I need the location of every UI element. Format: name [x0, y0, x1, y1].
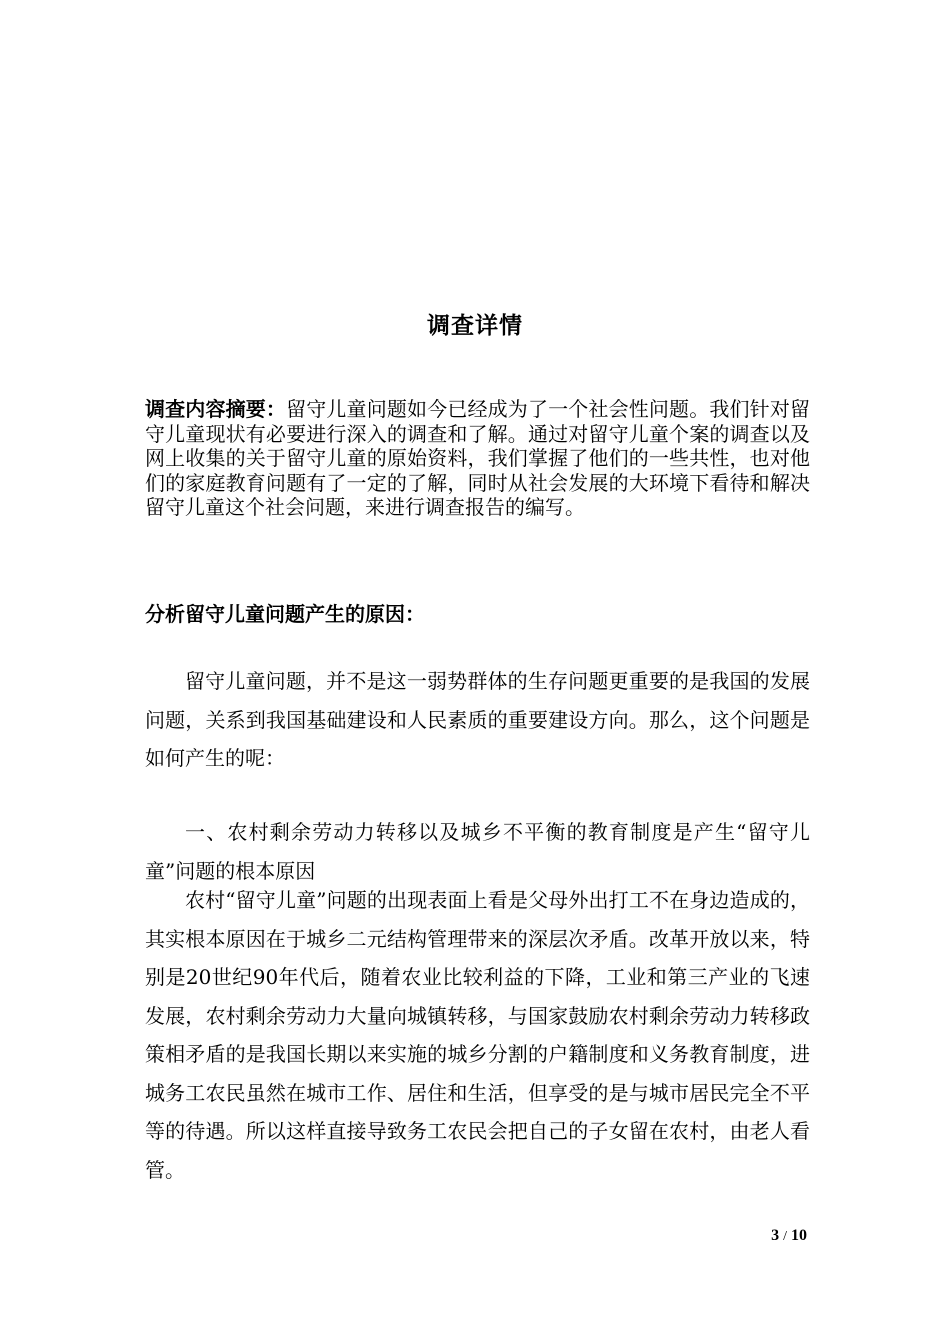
intro-paragraph: 留守儿童问题，并不是这一弱势群体的生存问题更重要的是我国的发展问题，关系到我国基础建设和人民素质的重要建设方向。那么，这个问题是如何产生的呢： — [145, 669, 810, 770]
page-current: 3 — [771, 1227, 780, 1244]
point-one-body: 农村“留守儿童”问题的出现表面上看是父母外出打工不在身边造成的，其实根本原因在于城乡二元结构管理带来的深层次矛盾。改革开放以来，特别是20世纪90年代后，随着农业比较利益的下降，工业和第三产业的飞速发展，农村剩余劳动力大量向城镇转移，与国家鼓励农村剩余劳动力转移政策相矛盾的是我国长期以来实施的城乡分割的户籍制度和义务教育制度，进城务工农民虽然在城市工作、居住和生活，但享受的是与城市居民完全不平等的待遇。所以这样直接导致务工农民会把自己的子女留在农村，由老人看管。 — [145, 888, 810, 1182]
page-separator: / — [783, 1229, 787, 1244]
abstract-paragraph — [145, 397, 810, 520]
abstract-label: 调查内容摘要： — [145, 397, 287, 421]
point-one-heading: 一、农村剩余劳动力转移以及城乡不平衡的教育制度是产生“留守儿童”问题的根本原因 — [145, 820, 810, 883]
page-number — [771, 1227, 807, 1245]
page-title: 调查详情 — [427, 313, 523, 339]
section-heading: 分析留守儿童问题产生的原因： — [145, 602, 425, 626]
abstract-text: 留守儿童问题如今已经成为了一个社会性问题。我们针对留守儿童现状有必要进行深入的调查和了解。通过对留守儿童个案的调查以及网上收集的关于留守儿童的原始资料，我们掌握了他们的一些共性，也对他们的家庭教育问题有了一定的了解，同时从社会发展的大环境下看待和解决留守儿童这个社会问题，来进行调查报告的编写。 — [145, 397, 810, 519]
page-total: 10 — [791, 1227, 807, 1244]
